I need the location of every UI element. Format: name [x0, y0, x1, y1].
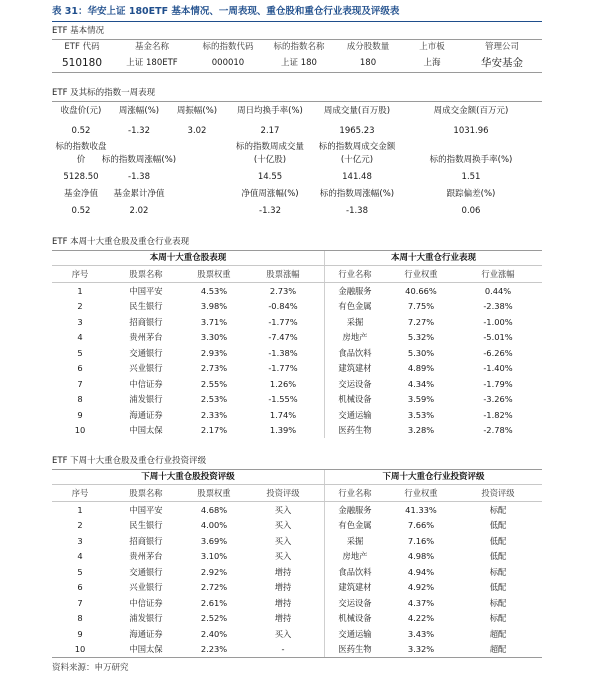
holdings-header-row-cell: 股票涨幅: [266, 268, 300, 279]
holdings-rows-cell: 3.30%: [200, 332, 228, 343]
perf-cell: 0.52: [71, 206, 91, 217]
perf-row: [52, 153, 542, 168]
ratings-rows-row: [52, 518, 542, 534]
holdings-rows-cell: 中信证券: [129, 378, 163, 389]
holdings-rows-cell: -1.00%: [483, 316, 513, 327]
holdings-header-row-cell: 行业名称: [338, 268, 372, 279]
holdings-rows-row: [52, 392, 542, 408]
perf-cell: 价: [76, 155, 86, 166]
ratings-rows-cell: 低配: [489, 520, 507, 531]
holdings-rows-cell: 3: [77, 316, 83, 327]
basic-header-row: [52, 41, 542, 54]
holdings-rows-cell: 浦发银行: [129, 394, 163, 405]
ratings-rows-cell: 增持: [274, 597, 292, 608]
holdings-rows-cell: 3.53%: [407, 409, 435, 420]
holdings-rows-cell: 3.98%: [200, 301, 228, 312]
holdings-rows-cell: 3.59%: [407, 394, 435, 405]
holdings-rows-cell: 建筑建材: [338, 363, 372, 374]
source-note: 资料来源：申万研究: [52, 663, 129, 673]
holdings-rows-cell: 4.34%: [407, 378, 435, 389]
holdings-rows-cell: 5.32%: [407, 332, 435, 343]
basic-value-cell: 上海: [423, 57, 441, 68]
ratings-rows-row: [52, 502, 542, 518]
ratings-rows-cell: 中国平安: [129, 504, 163, 515]
holdings-rows-cell: 6: [77, 363, 83, 374]
perf-section-heading: ETF 及其标的指数一周表现: [52, 88, 156, 98]
holdings-rows-cell: 4: [77, 332, 83, 343]
perf-cell: -1.32: [259, 206, 281, 217]
ratings-rows-cell: 贵州茅台: [129, 551, 163, 562]
ratings-header-row-cell: 行业名称: [338, 487, 372, 498]
holdings-rows-cell: 2.55%: [200, 378, 228, 389]
holdings-rows-cell: 40.66%: [405, 285, 437, 296]
perf-cell: 周成交量(百万股): [323, 106, 391, 117]
holdings-rows-cell: 金融服务: [338, 285, 372, 296]
holdings-rows-cell: 房地产: [342, 332, 368, 343]
ratings-rows-cell: 4: [77, 551, 83, 562]
holdings-rows-row: [52, 423, 542, 439]
ratings-rows-cell: 买入: [274, 520, 292, 531]
perf-cell: 周成交金额(百万元): [433, 106, 509, 117]
holdings-rows-cell: -1.38%: [268, 347, 298, 358]
ratings-rows-cell: 4.98%: [407, 551, 435, 562]
holdings-rows-cell: 7.27%: [407, 316, 435, 327]
perf-cell: 1.51: [461, 172, 481, 183]
holdings-rows-cell: 9: [77, 409, 83, 420]
ratings-header-row-cell: 序号: [71, 487, 89, 498]
basic-header-cell: 成分股数量: [346, 42, 390, 53]
holdings-rows-cell: 3.28%: [407, 425, 435, 436]
basic-header-cell: 标的指数代码: [202, 42, 254, 53]
basic-header-cell: ETF 代码: [64, 42, 100, 53]
ratings-rows-cell: 金融服务: [338, 504, 372, 515]
perf-cell: 141.48: [342, 172, 372, 183]
ratings-rows-row: [52, 611, 542, 627]
perf-row: [52, 187, 542, 202]
ratings-rows-row: [52, 595, 542, 611]
ratings-rows-cell: 招商银行: [129, 535, 163, 546]
perf-cell: 基金累计净值: [113, 189, 165, 200]
ratings-rows-cell: -: [281, 644, 285, 655]
ratings-rows-cell: 买入: [274, 504, 292, 515]
ratings-rows-cell: 增持: [274, 582, 292, 593]
ratings-rows-cell: 7.16%: [407, 535, 435, 546]
ratings-rows-cell: 有色金属: [338, 520, 372, 531]
holdings-rows-cell: 2.53%: [200, 394, 228, 405]
holdings-header-row-cell: 股票名称: [129, 268, 163, 279]
basic-header-cell: 基金名称: [134, 42, 169, 53]
ratings-rows-cell: 买入: [274, 535, 292, 546]
holdings-rows-cell: 7.75%: [407, 301, 435, 312]
holdings-rows-cell: 有色金属: [338, 301, 372, 312]
holdings-rows-cell: 机械设备: [338, 394, 372, 405]
basic-value-cell: 510180: [61, 56, 103, 69]
ratings-rows-cell: 海通证券: [129, 628, 163, 639]
holdings-rows-cell: 2.33%: [200, 409, 228, 420]
perf-cell: -1.38: [128, 172, 150, 183]
perf-cell: 标的指数周换手率(%): [429, 155, 513, 166]
ratings-rows-cell: 低配: [489, 582, 507, 593]
perf-cell: 标的指数周涨幅(%): [319, 189, 395, 200]
ratings-rows-cell: 食品饮料: [338, 566, 372, 577]
perf-cell: 标的指数周成交量: [235, 142, 304, 153]
holdings-rows-cell: 2: [77, 301, 83, 312]
basic-value-row: [52, 56, 542, 70]
ratings-rows-row: [52, 564, 542, 580]
ratings-header-row: [52, 485, 542, 501]
holdings-rows-cell: 兴业银行: [129, 363, 163, 374]
holdings-rows-cell: -1.79%: [483, 378, 513, 389]
ratings-rows-cell: 1: [77, 504, 83, 515]
perf-cell: 2.17: [260, 126, 280, 137]
perf-row: [52, 204, 542, 219]
ratings-rows-cell: 标配: [489, 613, 507, 624]
holdings-rows-cell: -7.47%: [268, 332, 298, 343]
ratings-rows-cell: 2.40%: [200, 628, 228, 639]
perf-cell: [168, 187, 226, 202]
ratings-header-row-cell: 股票名称: [129, 487, 163, 498]
ratings-header-row-cell: 投资评级: [481, 487, 515, 498]
ratings-rows-cell: 2.61%: [200, 597, 228, 608]
ratings-rows-cell: 3.43%: [407, 628, 435, 639]
basic-bottom-rule: [52, 72, 542, 73]
basic-header-cell: 标的指数名称: [273, 42, 325, 53]
holdings-section-heading: ETF 本周十大重仓股及重仓行业表现: [52, 237, 190, 247]
ratings-rows-cell: 3.69%: [200, 535, 228, 546]
ratings-rows-cell: 2.52%: [200, 613, 228, 624]
holdings-rows-cell: 0.44%: [484, 285, 512, 296]
bottom-rule: [52, 657, 542, 658]
holdings-rows-cell: -1.40%: [483, 363, 513, 374]
ratings-rows-row: [52, 626, 542, 642]
report-title: 表 31：华安上证 180ETF 基本情况、一周表现、重仓股和重仓行业表现及评级表: [52, 6, 400, 17]
holdings-rows-cell: -6.26%: [483, 347, 513, 358]
ratings-rows-cell: 超配: [489, 628, 507, 639]
holdings-rows-cell: 交通运输: [338, 409, 372, 420]
ratings-rows-cell: 4.94%: [407, 566, 435, 577]
perf-cell: -1.38: [346, 206, 368, 217]
basic-header-cell: 上市板: [419, 42, 445, 53]
ratings-rows-cell: 标配: [489, 566, 507, 577]
ratings-rows-cell: 4.37%: [407, 597, 435, 608]
perf-cell: 14.55: [257, 172, 283, 183]
holdings-header-row-cell: 股票权重: [197, 268, 231, 279]
ratings-rows-cell: 3.32%: [407, 644, 435, 655]
holdings-rows-row: [52, 314, 542, 330]
perf-cell: [168, 204, 226, 219]
perf-cell: 标的指数收盘: [55, 142, 107, 153]
basic-value-cell: 上证 180ETF: [126, 57, 178, 68]
table-rule: [52, 265, 542, 266]
ratings-rows-cell: 医药生物: [338, 644, 372, 655]
ratings-rows-cell: 交通运输: [338, 628, 372, 639]
ratings-rows-cell: 5: [77, 566, 83, 577]
ratings-rows-row: [52, 533, 542, 549]
ratings-rows-cell: 房地产: [342, 551, 368, 562]
ratings-rows-cell: 4.92%: [407, 582, 435, 593]
ratings-rows-cell: 2.72%: [200, 582, 228, 593]
ratings-rows-cell: 2.92%: [200, 566, 228, 577]
ratings-rows-cell: 41.33%: [405, 504, 437, 515]
basic-rule: [52, 39, 542, 40]
holdings-rows-cell: 民生银行: [129, 301, 163, 312]
holdings-rows-cell: 8: [77, 394, 83, 405]
perf-cell: -1.32: [128, 126, 150, 137]
holdings-rows-cell: 5.30%: [407, 347, 435, 358]
perf-cell: 标的指数周成交金额: [318, 142, 396, 153]
ratings-rows-cell: 中信证券: [129, 597, 163, 608]
ratings-rows-cell: 建筑建材: [338, 582, 372, 593]
perf-cell: 周振幅(%): [176, 106, 218, 117]
ratings-rows-cell: 2.23%: [200, 644, 228, 655]
table-rule: [52, 282, 542, 283]
ratings-rows-cell: 低配: [489, 551, 507, 562]
holdings-rows-row: [52, 330, 542, 346]
holdings-rows-cell: 10: [74, 425, 86, 436]
holdings-rows-cell: -1.55%: [268, 394, 298, 405]
perf-cell: 3.02: [187, 126, 207, 137]
ratings-header-row-cell: 投资评级: [266, 487, 300, 498]
ratings-rows-cell: 4.68%: [200, 504, 228, 515]
ratings-rows-cell: 6: [77, 582, 83, 593]
ratings-rows-cell: 采掘: [346, 535, 364, 546]
perf-cell: 0.06: [461, 206, 481, 217]
perf-row: [52, 170, 542, 185]
holdings-rows-cell: 4.89%: [407, 363, 435, 374]
ratings-rows-cell: 7.66%: [407, 520, 435, 531]
perf-cell: 5128.50: [63, 172, 99, 183]
perf-cell: (十亿股): [253, 155, 287, 166]
ratings-rows-cell: 兴业银行: [129, 582, 163, 593]
holdings-rows-row: [52, 283, 542, 299]
holdings-rows-cell: 1.74%: [269, 409, 297, 420]
holdings-header-row-cell: 行业涨幅: [481, 268, 515, 279]
perf-cell: [168, 170, 226, 185]
perf-cell: 周日均换手率(%): [237, 106, 303, 117]
ratings-rows-cell: 标配: [489, 504, 507, 515]
holdings-rows-cell: 贵州茅台: [129, 332, 163, 343]
holdings-industry-group-title: 本周十大重仓行业表现: [390, 253, 476, 263]
ratings-rows-cell: 3: [77, 535, 83, 546]
ratings-rows-cell: 标配: [489, 597, 507, 608]
holdings-rows-cell: 1.39%: [269, 425, 297, 436]
holdings-rows-cell: 2.73%: [269, 285, 297, 296]
perf-rule: [52, 101, 542, 102]
perf-cell: 净值周涨幅(%): [241, 189, 299, 200]
ratings-rows-row: [52, 642, 542, 658]
basic-header-cell: 管理公司: [484, 42, 519, 53]
holdings-rows-cell: 招商银行: [129, 316, 163, 327]
ratings-rows-cell: 低配: [489, 535, 507, 546]
ratings-rows-cell: 交运设备: [338, 597, 372, 608]
ratings-rows-cell: 买入: [274, 551, 292, 562]
holdings-header-row: [52, 266, 542, 282]
holdings-rows-cell: 2.73%: [200, 363, 228, 374]
ratings-rows-cell: 民生银行: [129, 520, 163, 531]
holdings-rows-row: [52, 407, 542, 423]
holdings-stock-group-title: 本周十大重仓股表现: [149, 253, 227, 263]
perf-cell: 基金净值: [63, 189, 98, 200]
holdings-rows-cell: -5.01%: [483, 332, 513, 343]
ratings-rows-cell: 7: [77, 597, 83, 608]
holdings-rows-row: [52, 376, 542, 392]
holdings-rows-cell: 1.26%: [269, 378, 297, 389]
basic-section-heading: ETF 基本情况: [52, 26, 105, 36]
holdings-rows-cell: 交通银行: [129, 347, 163, 358]
holdings-rows-row: [52, 345, 542, 361]
perf-cell: 0.52: [71, 126, 91, 137]
ratings-rows-cell: 浦发银行: [129, 613, 163, 624]
perf-cell: 跟踪偏差(%): [446, 189, 496, 200]
perf-cell: (十亿元): [340, 155, 374, 166]
ratings-rows-cell: 机械设备: [338, 613, 372, 624]
ratings-header-row-cell: 行业权重: [404, 487, 438, 498]
perf-cell: 周涨幅(%): [118, 106, 160, 117]
holdings-rows-cell: -1.82%: [483, 409, 513, 420]
holdings-rows-cell: 5: [77, 347, 83, 358]
holdings-header-row-cell: 行业权重: [404, 268, 438, 279]
holdings-rows-cell: -0.84%: [268, 301, 298, 312]
basic-value-cell: 华安基金: [481, 56, 523, 69]
holdings-rows-cell: 2.17%: [200, 425, 228, 436]
ratings-rows-row: [52, 580, 542, 596]
ratings-rows-cell: 交通银行: [129, 566, 163, 577]
ratings-rows-cell: 买入: [274, 628, 292, 639]
perf-cell: 标的指数周涨幅(%): [101, 155, 177, 166]
ratings-rows-cell: 增持: [274, 566, 292, 577]
holdings-rows-cell: 海通证券: [129, 409, 163, 420]
holdings-rows-cell: 交运设备: [338, 378, 372, 389]
ratings-rows-cell: 10: [74, 644, 86, 655]
ratings-section-heading: ETF 下周十大重仓股及重仓行业投资评级: [52, 456, 207, 466]
holdings-rows-row: [52, 299, 542, 315]
perf-cell: 收盘价(元): [60, 106, 102, 117]
holdings-rows-cell: -1.77%: [268, 316, 298, 327]
ratings-rows-cell: 4.22%: [407, 613, 435, 624]
perf-cell: 1965.23: [339, 126, 375, 137]
holdings-rows-cell: -2.78%: [483, 425, 513, 436]
holdings-rows-cell: -2.38%: [483, 301, 513, 312]
perf-cell: 1031.96: [453, 126, 489, 137]
ratings-rows-cell: 9: [77, 628, 83, 639]
title-rule: [52, 21, 542, 22]
perf-cell: 2.02: [129, 206, 149, 217]
table-rule: [52, 484, 542, 485]
ratings-rows-cell: 4.00%: [200, 520, 228, 531]
basic-value-cell: 180: [359, 57, 377, 68]
ratings-rows-cell: 中国太保: [129, 644, 163, 655]
perf-cell: [168, 153, 226, 168]
holdings-rows-cell: 医药生物: [338, 425, 372, 436]
basic-value-cell: 上证 180: [281, 57, 317, 68]
ratings-stock-group-title: 下周十大重仓股投资评级: [141, 472, 235, 482]
holdings-rows-cell: 7: [77, 378, 83, 389]
holdings-rows-cell: 采掘: [346, 316, 364, 327]
ratings-rows-cell: 2: [77, 520, 83, 531]
ratings-rows-cell: 增持: [274, 613, 292, 624]
table-rule: [52, 501, 542, 502]
holdings-rows-cell: -3.26%: [483, 394, 513, 405]
holdings-rows-cell: 4.53%: [200, 285, 228, 296]
holdings-rows-cell: 中国平安: [129, 285, 163, 296]
holdings-rows-row: [52, 361, 542, 377]
perf-row: [52, 104, 542, 119]
holdings-rows-cell: 2.93%: [200, 347, 228, 358]
ratings-header-row-cell: 股票权重: [197, 487, 231, 498]
holdings-rows-cell: 食品饮料: [338, 347, 372, 358]
basic-value-cell: 000010: [211, 57, 245, 68]
holdings-rows-cell: 1: [77, 285, 83, 296]
perf-row: [52, 124, 542, 139]
ratings-rows-row: [52, 549, 542, 565]
holdings-rows-cell: -1.77%: [268, 363, 298, 374]
holdings-rows-cell: 3.71%: [200, 316, 228, 327]
ratings-industry-group-title: 下周十大重仓行业投资评级: [382, 472, 485, 482]
ratings-rows-cell: 3.10%: [200, 551, 228, 562]
ratings-rows-cell: 超配: [489, 644, 507, 655]
holdings-header-row-cell: 序号: [71, 268, 89, 279]
holdings-rows-cell: 中国太保: [129, 425, 163, 436]
ratings-rows-cell: 8: [77, 613, 83, 624]
